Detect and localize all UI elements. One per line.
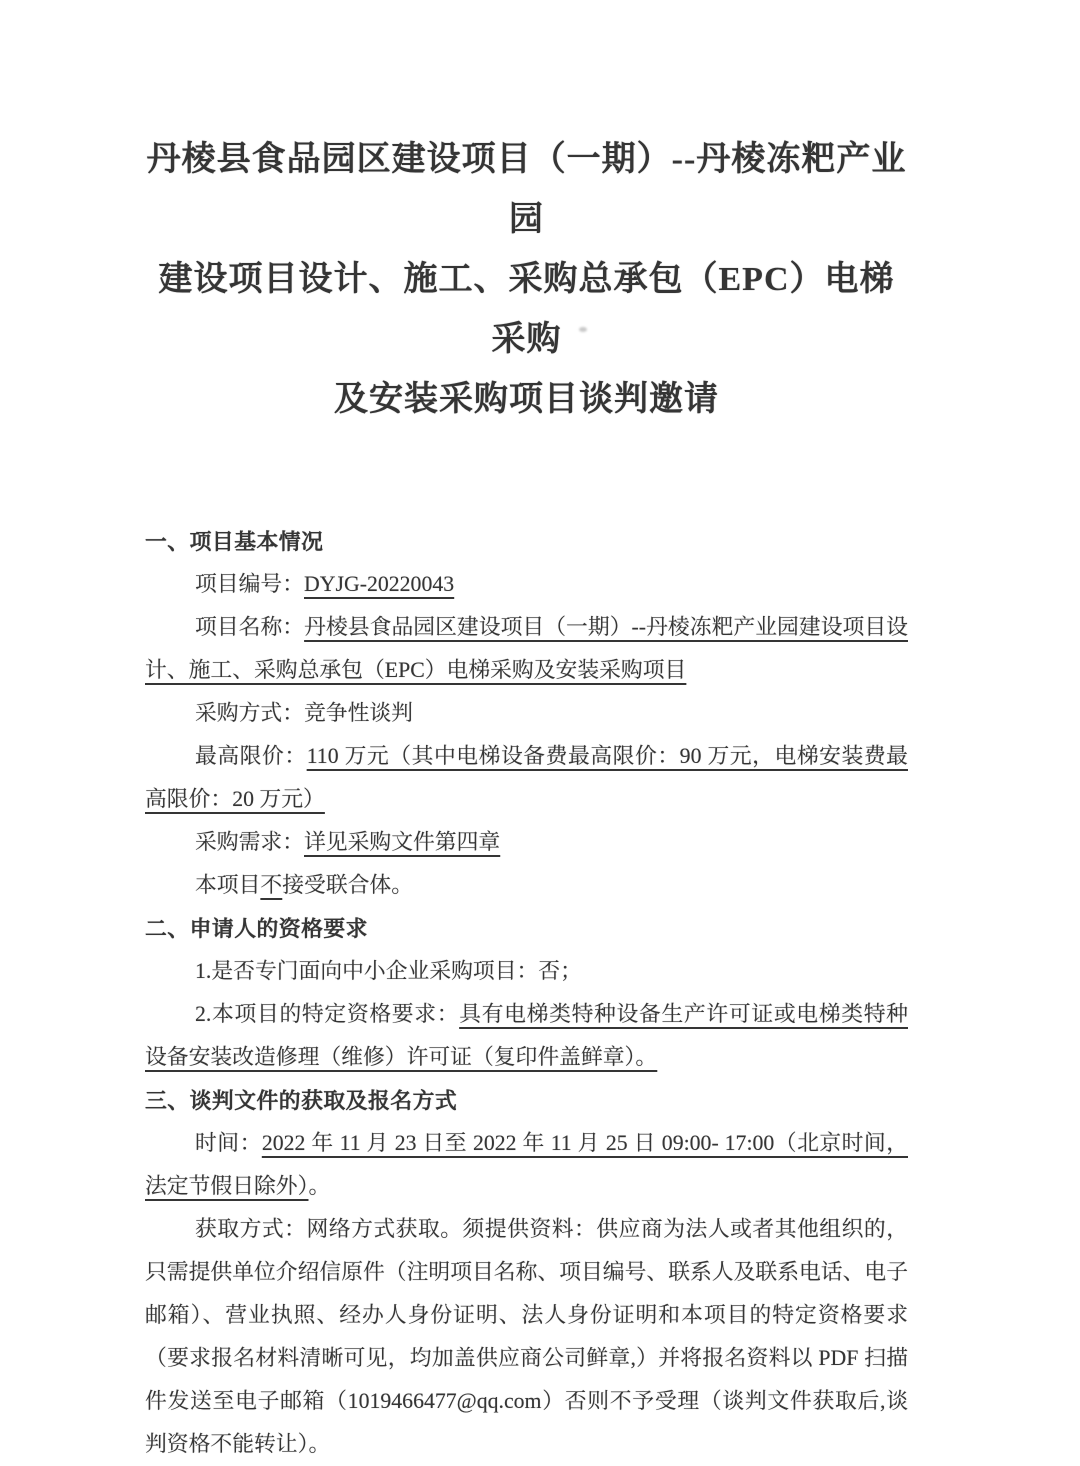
qualification-item-1: [145, 950, 908, 993]
underlined-text: 110 万元（其中电梯设备费最高限价：90 万元，电梯安装费最高限价：20 万元）: [145, 744, 908, 811]
underlined-text: DYJG-20220043: [304, 572, 455, 596]
document-body: [145, 520, 908, 1466]
document-title: [145, 130, 908, 430]
text: 采购需求：: [195, 830, 304, 854]
text: 一、项目基本情况: [145, 529, 324, 554]
acquisition-time: [145, 1122, 908, 1208]
text: 。: [308, 1174, 331, 1198]
text: 获取方式：网络方式获取。须提供资料：供应商为法人或者其他组织的，只需提供单位介绍信原件（注明项目名称、项目编号、联系人及联系电话、电子邮箱）、营业执照、经办人身份证明、法人身份证明和本项目的特定资格要求（要求报名材料清晰可见，均加盖供应商公司鲜章,）并将报名资料以 PDF 扫描件发送至电子邮箱（1019466477@qq.com）否则不予受理（谈判文件获取后,谈判资格不能转让）。: [145, 1217, 908, 1456]
section-2-heading: [145, 907, 908, 950]
underlined-text: 2022 年 11 月 23 日至 2022 年 11 月 25 日 09:00- 17:00（北京时间，法定节假日除外）: [145, 1131, 908, 1198]
underlined-text: 不: [260, 873, 283, 897]
text: 本项目: [195, 873, 261, 897]
text: 2.本项目的特定资格要求：: [195, 1002, 460, 1026]
document-page: [145, 0, 908, 1466]
text: 项目编号：: [195, 572, 304, 596]
underlined-text: 丹棱县食品园区建设项目（一期）--丹棱冻粑产业园建设项目设计、施工、采购总承包（EPC）电梯采购及安装采购项目: [145, 615, 908, 682]
text: 最高限价：: [195, 744, 307, 768]
underlined-text: 详见采购文件第四章: [304, 830, 501, 854]
procurement-method: [145, 692, 908, 735]
text: 时间：: [195, 1131, 262, 1155]
qualification-item-2: [145, 993, 908, 1079]
title-line-2: 建设项目设计、施工、采购总承包（EPC）电梯采购: [158, 261, 895, 358]
text: 采购方式：竞争性谈判: [195, 701, 413, 725]
text: 三、谈判文件的获取及报名方式: [145, 1088, 458, 1113]
underlined-text: 具有电梯类特种设备生产许可证或电梯类特种设备安装改造修理（维修）许可证（复印件盖鲜章）。: [145, 1002, 908, 1069]
acquisition-method: [145, 1208, 908, 1466]
text: 1.是否专门面向中小企业采购项目：否；: [195, 959, 582, 983]
section-3-heading: [145, 1079, 908, 1122]
title-line-1: 丹棱县食品园区建设项目（一期）--丹棱冻粑产业园: [146, 141, 907, 238]
procurement-requirement: [145, 821, 908, 864]
text: 项目名称：: [195, 615, 305, 639]
text: 接受联合体。: [282, 873, 414, 897]
title-line-3: 及安装采购项目谈判邀请: [334, 381, 719, 418]
text: 二、申请人的资格要求: [145, 916, 368, 941]
scan-artifact-speck: [579, 327, 587, 332]
project-number: [145, 563, 908, 606]
no-consortium: [145, 864, 908, 907]
project-name: [145, 606, 908, 692]
section-1-heading: [145, 520, 908, 563]
price-ceiling: [145, 735, 908, 821]
